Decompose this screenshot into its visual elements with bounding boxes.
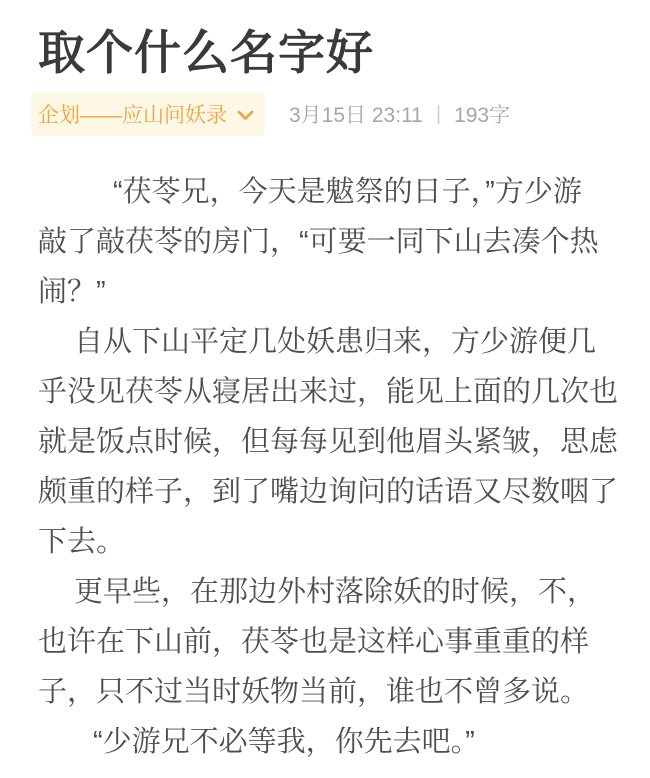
paragraph	[38, 567, 613, 717]
paragraph	[38, 317, 619, 567]
text-line: 子，只不过当时妖物当前，谁也不曾多说。	[38, 676, 590, 708]
paragraph	[38, 167, 613, 317]
text-line: “茯苓兄，今天是魃祭的日子，”方少游	[113, 176, 582, 208]
note-meta	[289, 99, 510, 129]
text-line: 下去。	[38, 526, 126, 558]
paragraph	[38, 717, 613, 767]
page-title: 取个什么名字好	[38, 26, 374, 79]
text-line: 也许在下山前，茯苓也是这样心事重重的样	[38, 626, 590, 658]
meta-separator: |	[435, 102, 442, 125]
notebook-tag[interactable]	[31, 92, 265, 136]
chevron-down-icon	[237, 103, 254, 127]
text-line: 颇重的样子，到了嘴边询问的话语又尽数咽了	[38, 476, 619, 508]
meta-row	[38, 95, 613, 133]
text-line: 自从下山平定几处妖患归来，方少游便几	[74, 326, 597, 358]
notebook-tag-label: 企划——应山问妖录	[38, 104, 227, 127]
word-count: 193字	[454, 104, 511, 127]
text-line: “少游兄不必等我，你先去吧。”	[93, 726, 475, 758]
text-line: 闹？”	[38, 276, 106, 308]
text-line: 就是饭点时候，但每每见到他眉头紧皱，思虑	[38, 426, 619, 458]
text-line: 敲了敲茯苓的房门，“可要一同下山去凑个热	[38, 226, 599, 258]
text-line: 乎没见茯苓从寝居出来过，能见上面的几次也	[38, 376, 619, 408]
note-date: 3月15日 23:11	[289, 104, 423, 127]
text-line: 更早些，在那边外村落除妖的时候，不，	[74, 576, 597, 608]
note-body[interactable]	[38, 167, 619, 767]
